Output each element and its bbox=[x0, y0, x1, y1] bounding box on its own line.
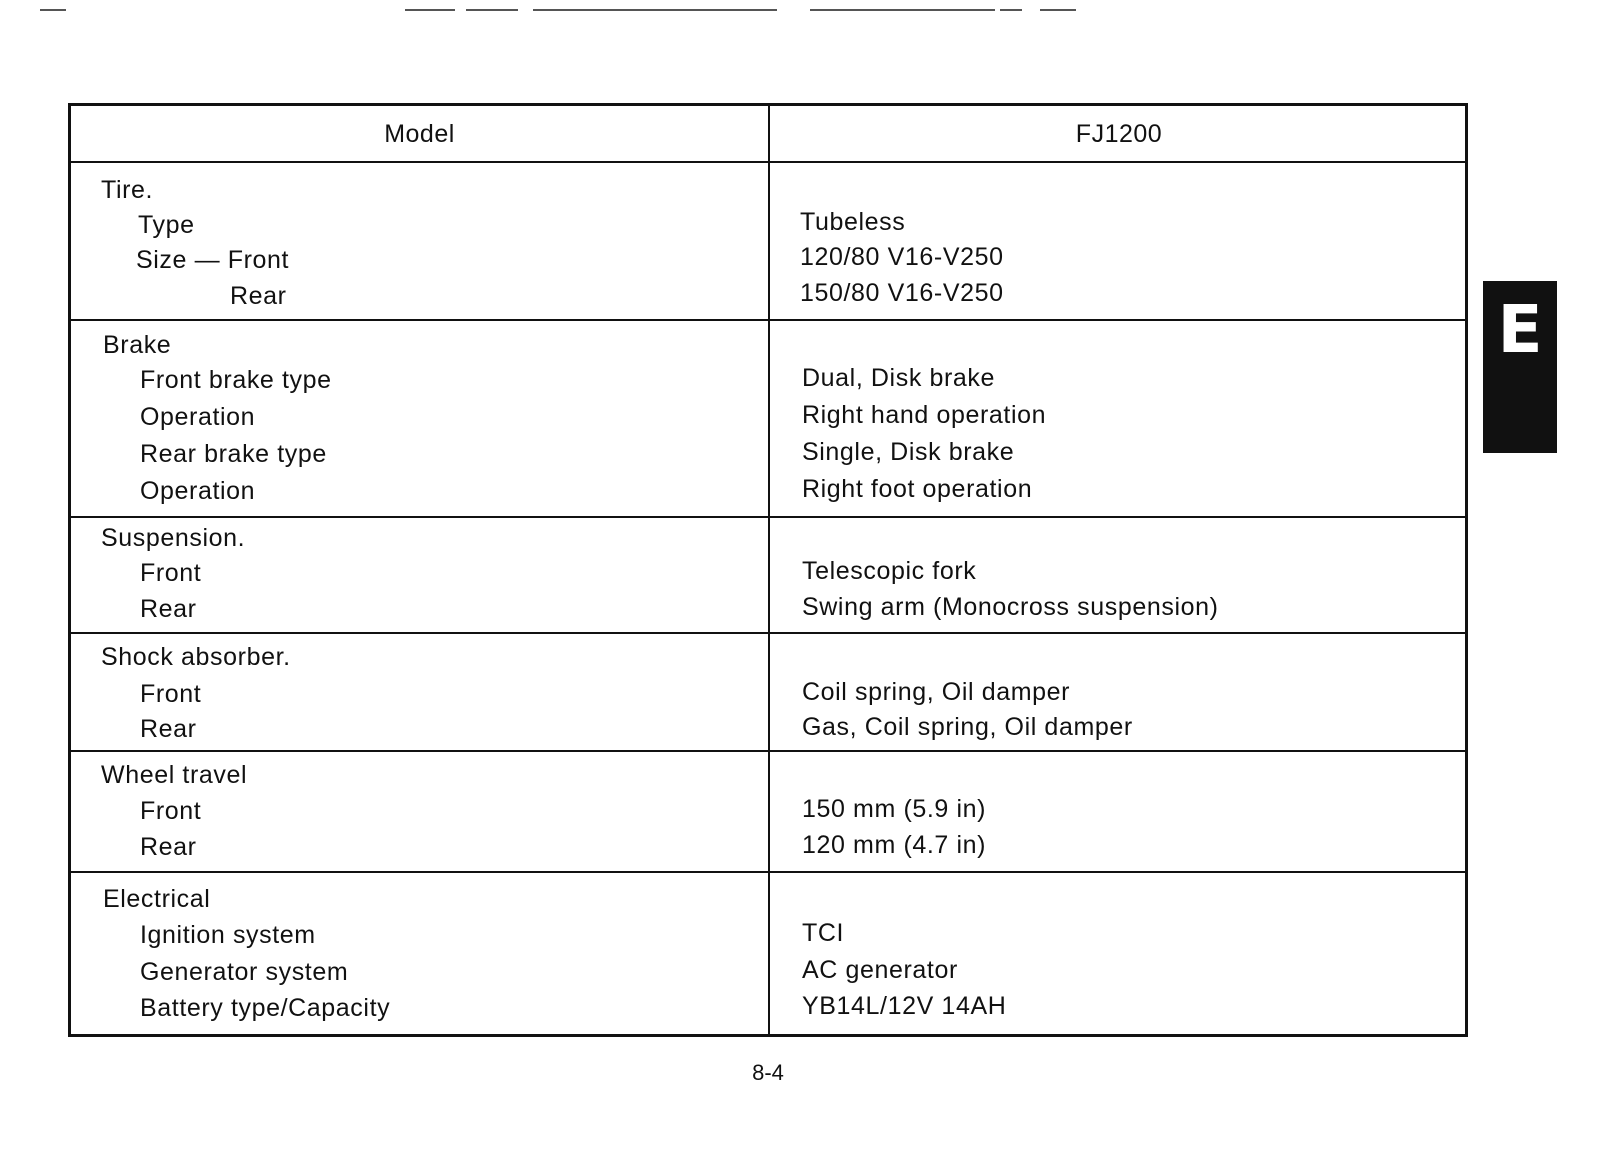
spec-label: Operation bbox=[140, 403, 256, 431]
spec-label: Front bbox=[140, 797, 202, 825]
spec-label: Rear bbox=[140, 715, 197, 743]
scan-artifact-line bbox=[40, 9, 66, 11]
spec-label: Rear bbox=[140, 595, 197, 623]
spec-label: Rear brake type bbox=[140, 440, 327, 468]
spec-label: Operation bbox=[140, 477, 256, 505]
spec-value: 120/80 V16-V250 bbox=[800, 243, 1004, 271]
scan-artifact-line bbox=[1000, 9, 1022, 11]
spec-value: YB14L/12V 14AH bbox=[802, 992, 1007, 1020]
scan-artifact-line bbox=[533, 9, 777, 11]
scan-artifact-line bbox=[466, 9, 518, 11]
spec-value: Gas, Coil spring, Oil damper bbox=[802, 713, 1133, 741]
table-header-row bbox=[71, 106, 1465, 163]
spec-label: Generator system bbox=[140, 958, 349, 986]
section-title: Shock absorber. bbox=[101, 643, 291, 671]
spec-label: Rear bbox=[140, 833, 197, 861]
spec-value: Right foot operation bbox=[802, 475, 1033, 503]
section-title: Brake bbox=[103, 331, 172, 359]
scan-artifact-line bbox=[810, 9, 995, 11]
scan-artifact-line bbox=[405, 9, 455, 11]
spec-value: Swing arm (Monocross suspension) bbox=[802, 593, 1219, 621]
spec-value: Single, Disk brake bbox=[802, 438, 1015, 466]
spec-value: Telescopic fork bbox=[802, 557, 977, 585]
spec-label: Front bbox=[140, 559, 202, 587]
model-header-value: FJ1200 bbox=[1075, 120, 1163, 148]
spec-value: Dual, Disk brake bbox=[802, 364, 995, 392]
spec-label: Front bbox=[140, 680, 202, 708]
spec-label: Type bbox=[138, 211, 195, 239]
table-row-tire bbox=[71, 163, 1465, 321]
spec-value: 150 mm (5.9 in) bbox=[802, 795, 987, 823]
section-title: Electrical bbox=[103, 885, 211, 913]
section-title: Suspension. bbox=[101, 524, 246, 552]
model-header-label: Model bbox=[384, 120, 455, 148]
spec-value: AC generator bbox=[802, 956, 958, 984]
spec-value: 120 mm (4.7 in) bbox=[802, 831, 987, 859]
spec-value: TCI bbox=[802, 919, 845, 947]
table-row-wheel-travel bbox=[71, 752, 1465, 873]
table-row-electrical bbox=[71, 873, 1465, 1034]
spec-value: Coil spring, Oil damper bbox=[802, 678, 1071, 706]
table-row-brake bbox=[71, 321, 1465, 518]
spec-label: Size — Front bbox=[136, 246, 290, 274]
table-row-shock-absorber bbox=[71, 634, 1465, 752]
spec-label: Battery type/Capacity bbox=[140, 994, 391, 1022]
spec-label: Ignition system bbox=[140, 921, 316, 949]
spec-value: Right hand operation bbox=[802, 401, 1047, 429]
spec-label: Rear bbox=[230, 282, 287, 310]
spec-value: Tubeless bbox=[800, 208, 906, 236]
page-number: 8-4 bbox=[752, 1060, 784, 1085]
section-title: Wheel travel bbox=[101, 761, 248, 789]
scan-artifact-line bbox=[1040, 9, 1076, 11]
section-title: Tire. bbox=[101, 176, 154, 204]
section-tab-e: E bbox=[1483, 281, 1557, 453]
spec-value: 150/80 V16-V250 bbox=[800, 279, 1004, 307]
specification-table bbox=[68, 103, 1468, 1037]
table-row-suspension bbox=[71, 518, 1465, 634]
spec-label: Front brake type bbox=[140, 366, 332, 394]
